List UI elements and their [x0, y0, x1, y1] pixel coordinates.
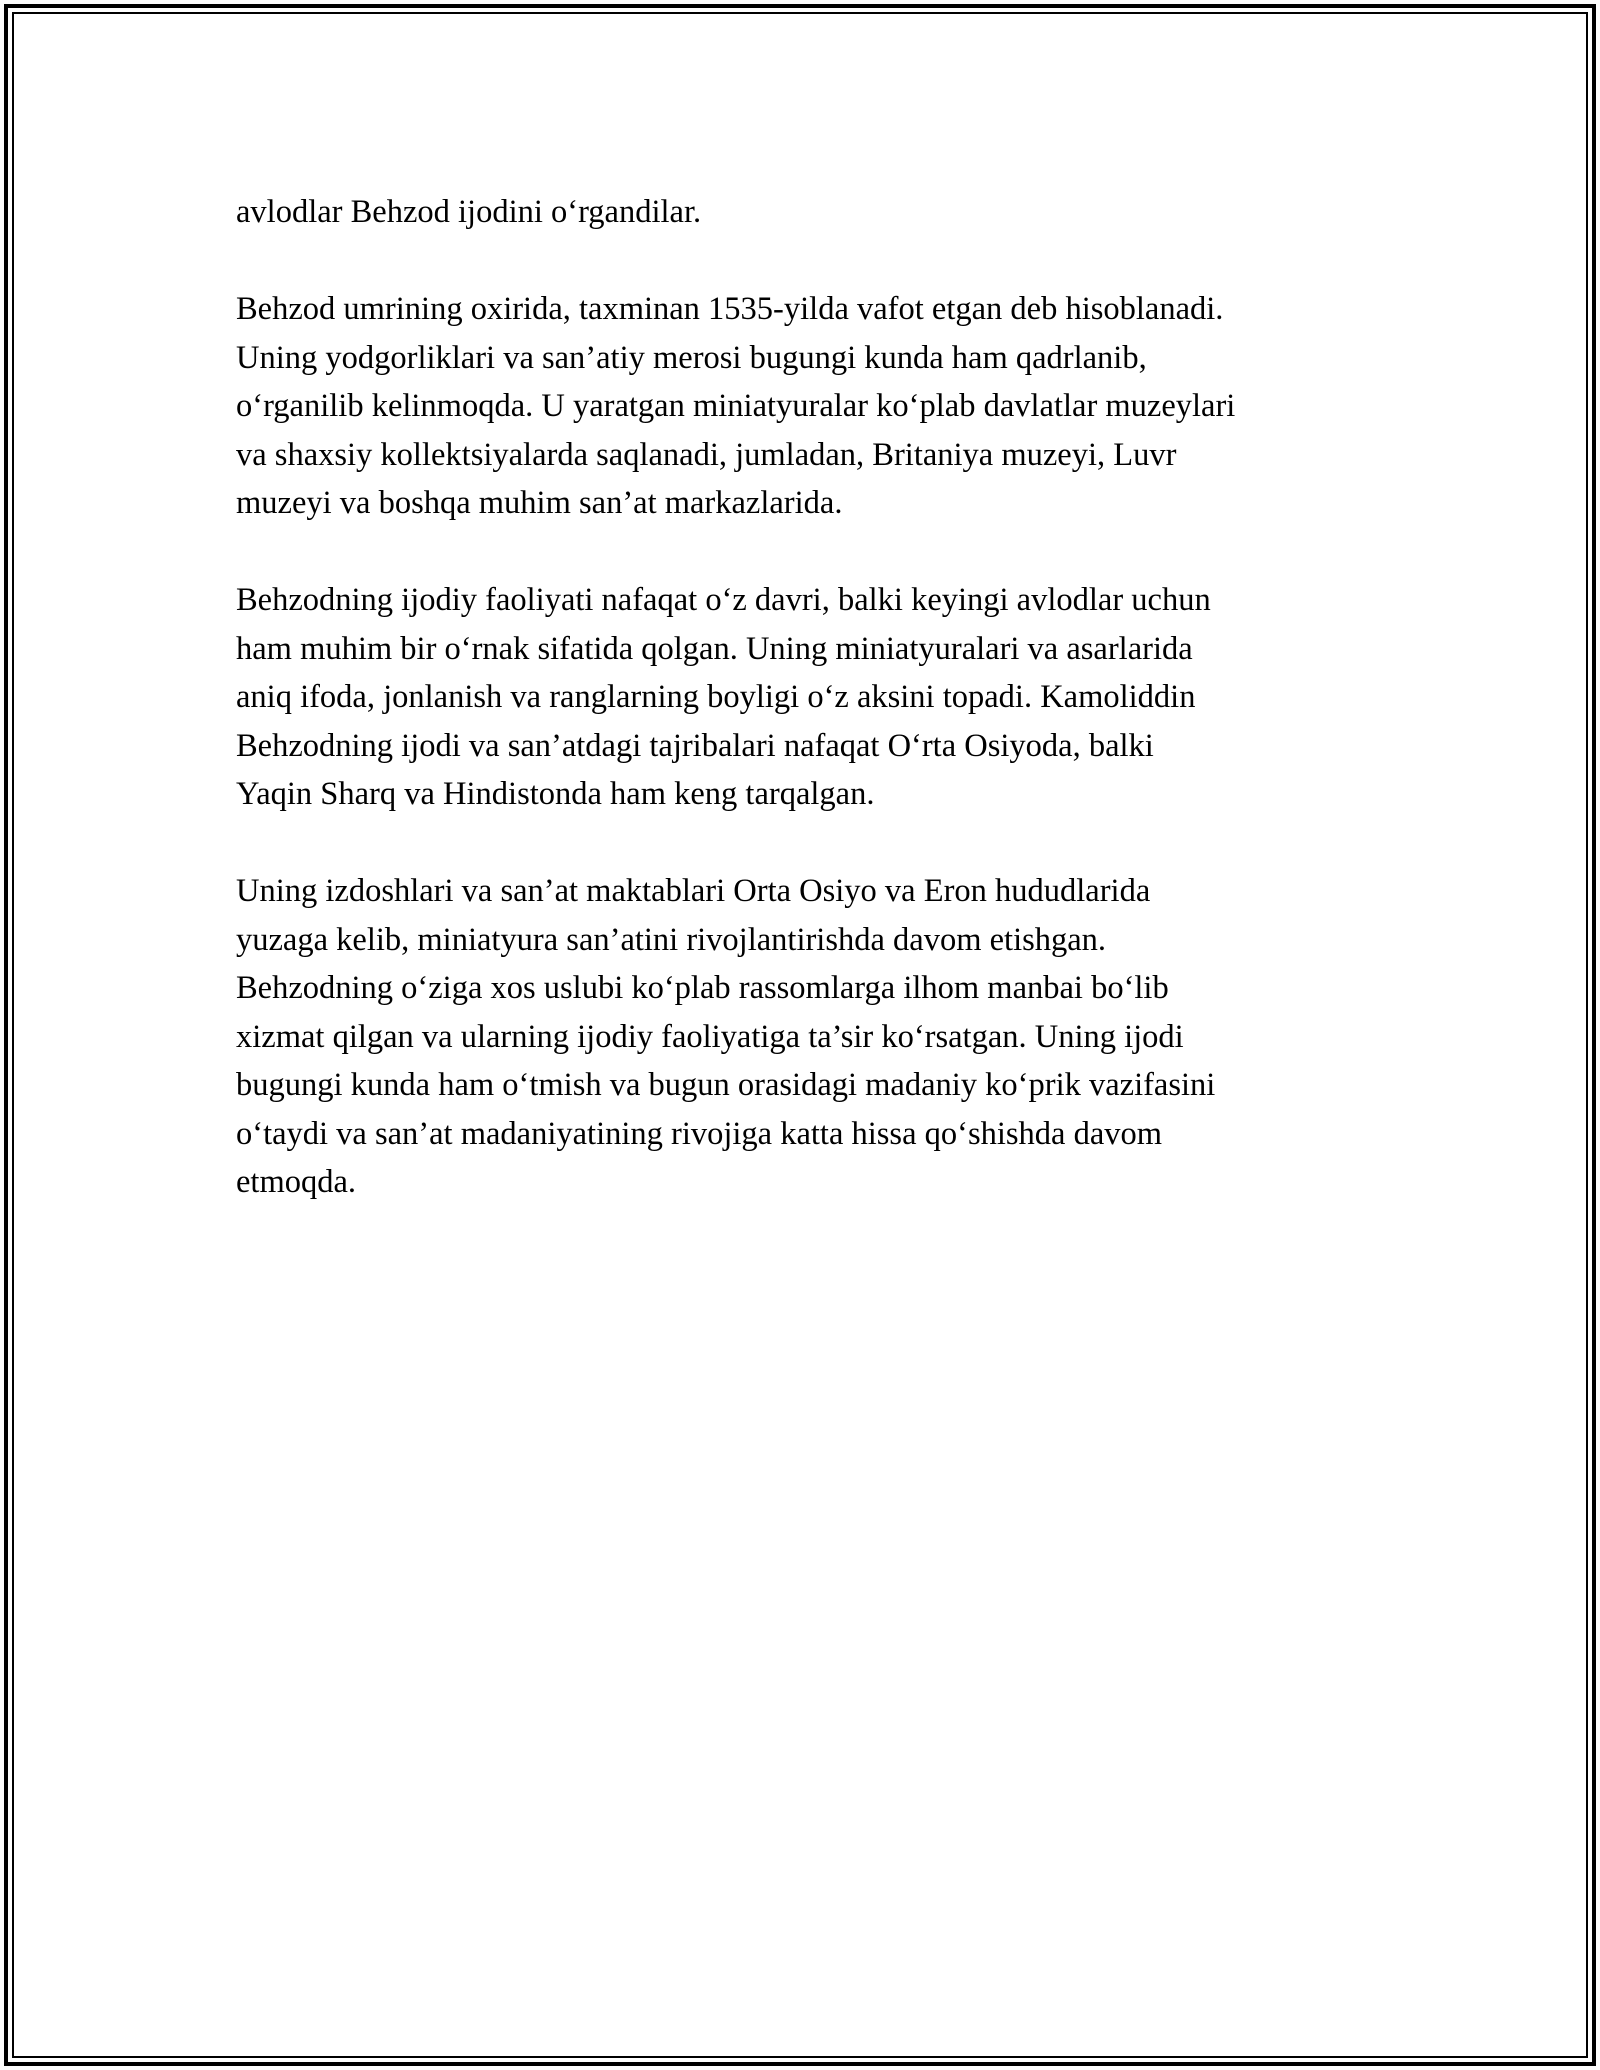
- paragraph-2: Behzod umrining oxirida, taxminan 1535-yilda vafot etgan deb hisoblanadi. Uning yodgorliklari va san’atiy merosi bugungi kunda ham qadrlanib, o‘rganilib kelinmoqda. U yaratgan miniatyuralar ko‘plab davlatlar muzeylari va shaxsiy kollektsiyalarda saqlanadi, jumladan, Britaniya muzeyi, Luvr muzeyi va boshqa muhim san’at markazlarida.: [236, 291, 1236, 521]
- paragraph-3: Behzodning ijodiy faoliyati nafaqat o‘z davri, balki keyingi avlodlar uchun ham muhim bir o‘rnak sifatida qolgan. Uning miniatyuralari va asarlarida aniq ifoda, jonlanish va ranglarning boyligi o‘z aksini topadi. Kamoliddin Behzodning ijodi va san’atdagi tajribalari nafaqat O‘rta Osiyoda, balki Yaqin Sharq va Hindistonda ham keng tarqalgan.: [236, 582, 1211, 812]
- document-body: [236, 188, 1386, 1255]
- paragraph-1: avlodlar Behzod ijodini o‘rgandilar.: [236, 194, 702, 230]
- paragraph-4: Uning izdoshlari va san’at maktablari Orta Osiyo va Eron hududlarida yuzaga kelib, miniatyura san’atini rivojlantirishda davom etishgan. Behzodning o‘ziga xos uslubi ko‘plab rassomlarga ilhom manbai bo‘lib xizmat qilgan va ularning ijodiy faoliyatiga ta’sir ko‘rsatgan. Uning ijodi bugungi kunda ham o‘tmish va bugun orasidagi madaniy ko‘prik vazifasini o‘taydi va san’at madaniyatining rivojiga katta hissa qo‘shishda davom etmoqda.: [236, 873, 1216, 1200]
